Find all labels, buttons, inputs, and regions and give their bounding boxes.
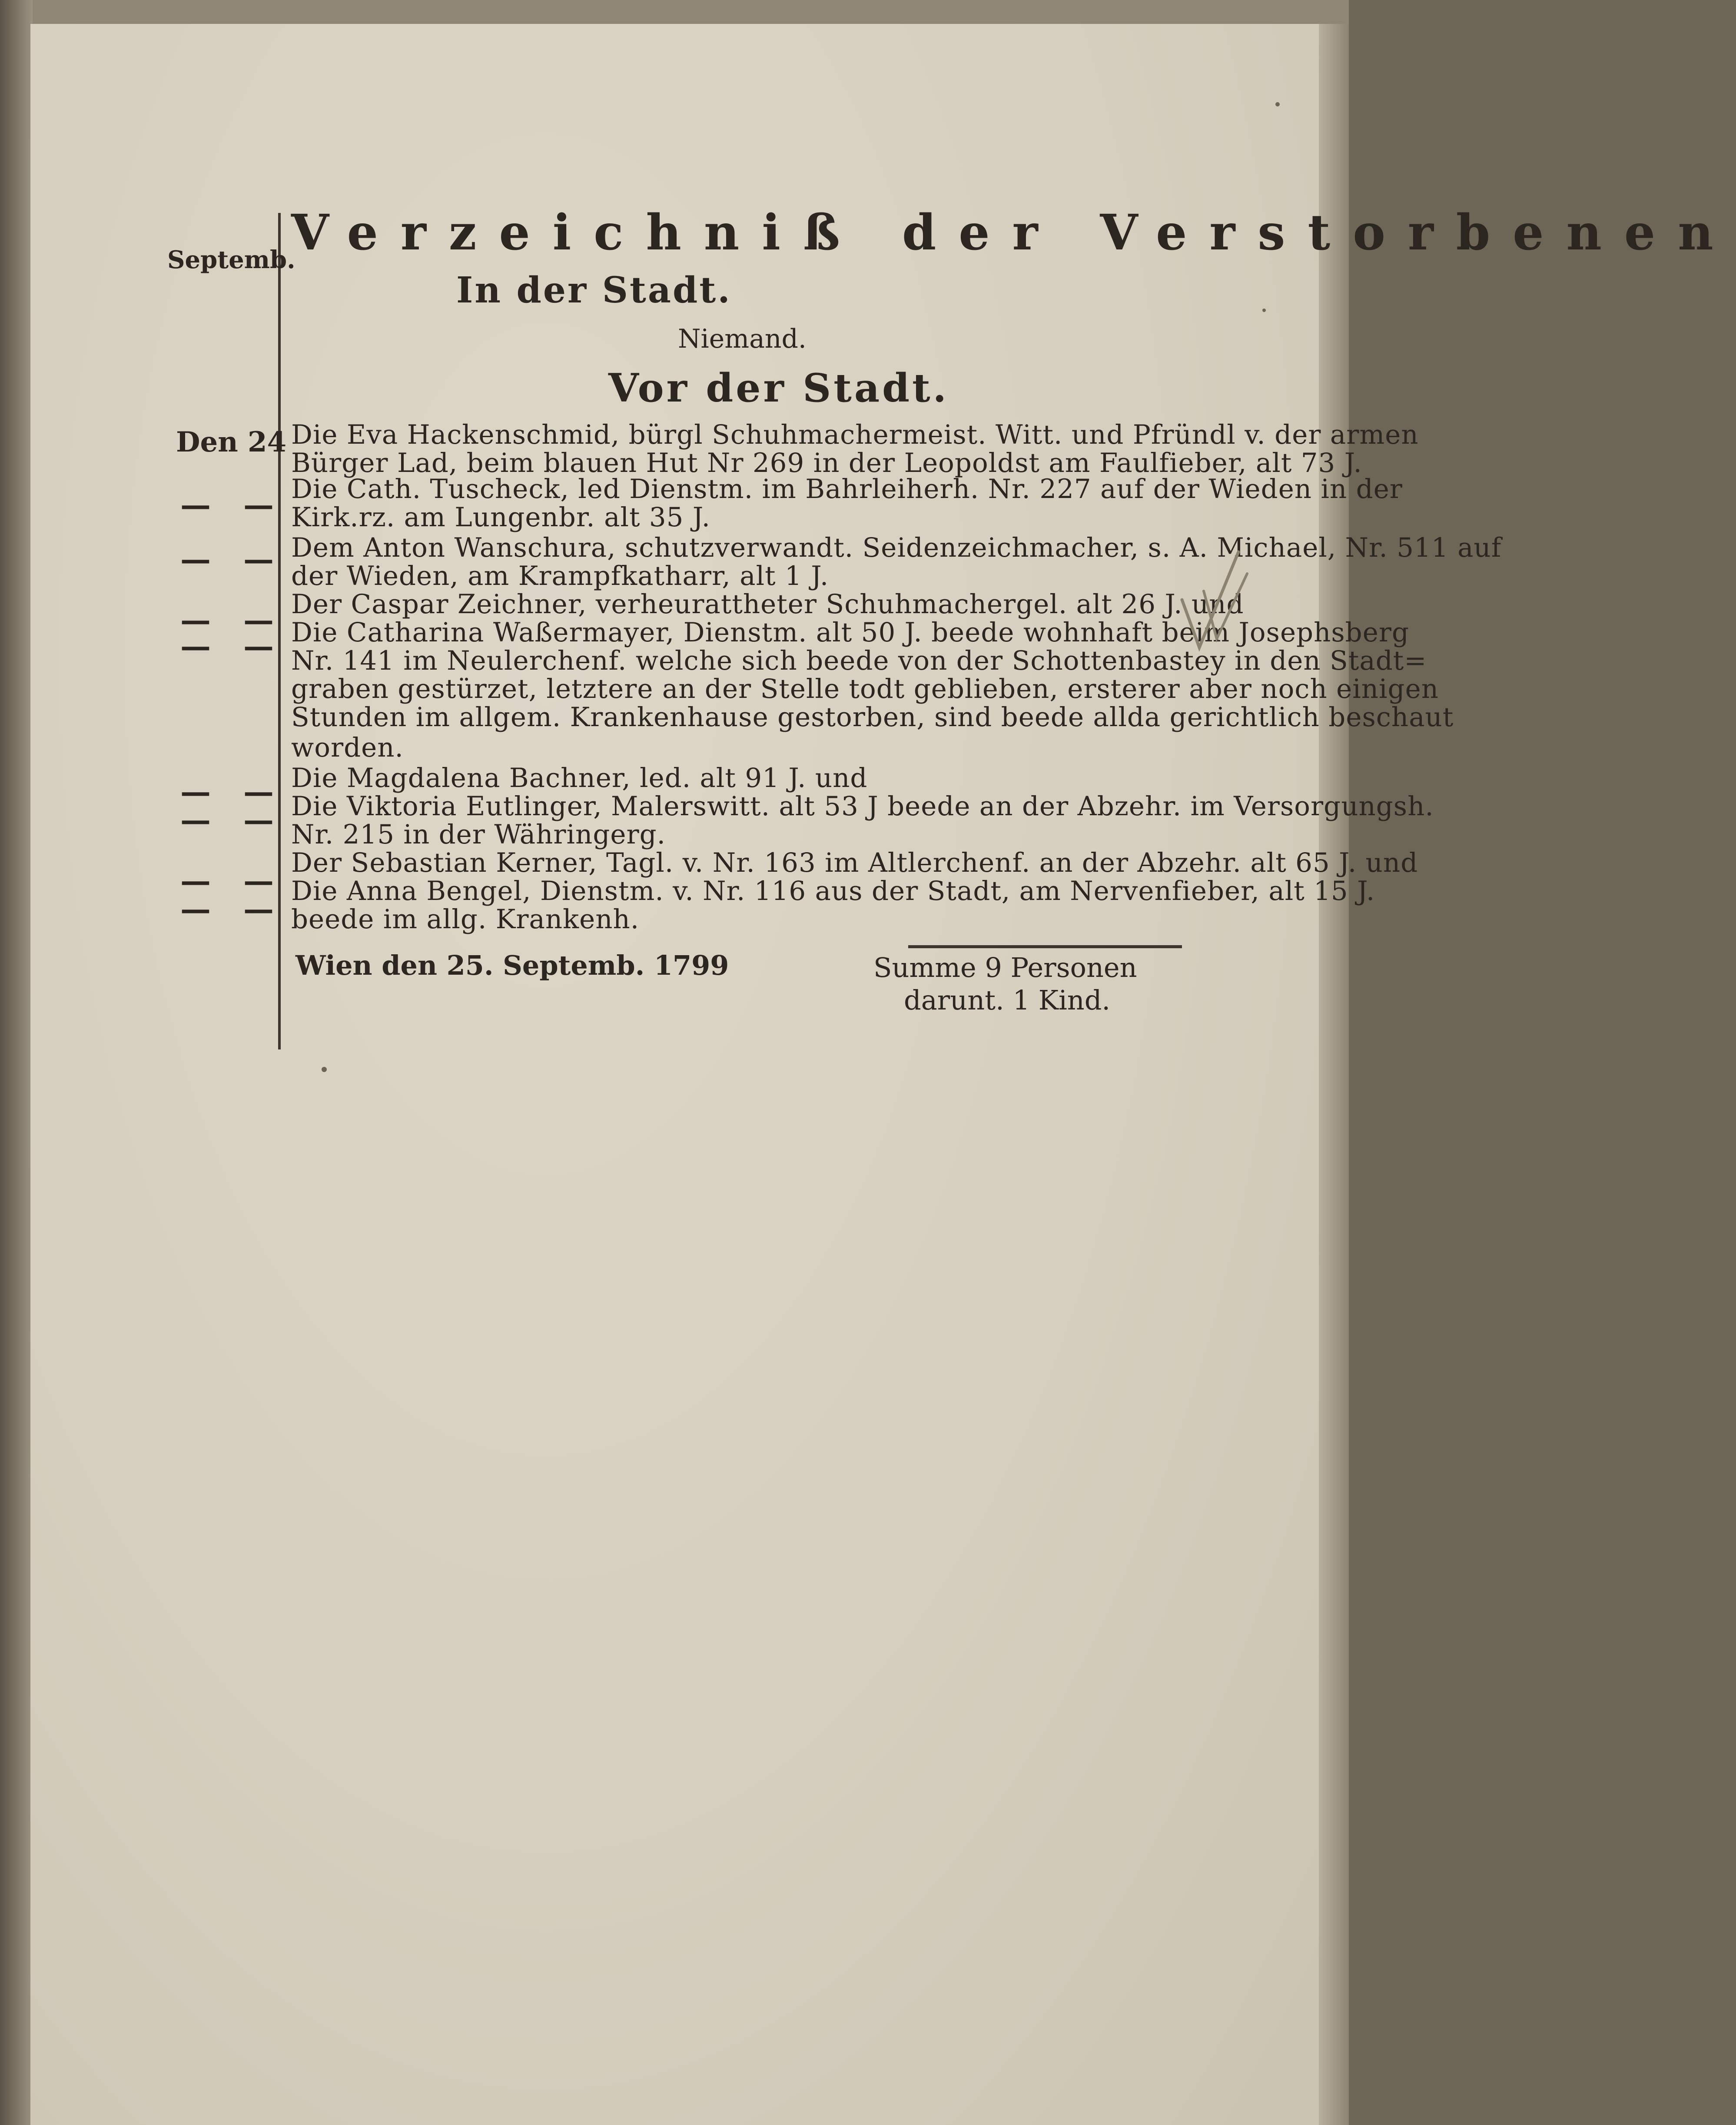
entry-line: Die Cath. Tuscheck, led Dienstm. im Bahrleiherh. Nr. 227 auf der Wieden in der [291,474,1403,505]
paper-sheet [30,24,1319,2125]
entry-line: Die Viktoria Eutlinger, Malerswitt. alt 53 J beede an der Abzehr. im Versorgungsh. [291,791,1434,822]
ditto-mark: — [180,802,211,838]
entry-line: Stunden im allgem. Krankenhause gestorben, sind beede allda gerichtlich beschaut [291,702,1454,733]
entry-line: Die Eva Hackenschmid, bürgl Schuhmachermeist. Witt. und Pfründl v. der armen [291,419,1419,450]
entry-line: Bürger Lad, beim blauen Hut Nr 269 in der Leopoldst am Faulfieber, alt 73 J. [291,448,1362,478]
entry-line: Die Magdalena Bachner, led. alt 91 J. und [291,763,868,794]
date-label: Den 24 [176,426,287,458]
section-city-heading: In der Stadt. [456,269,732,311]
month-label: Septemb. [167,246,295,274]
ditto-mark: — [243,774,274,810]
entry-line: Dem Anton Wanschura, schutzverwandt. Seidenzeichmacher, s. A. Michael, Nr. 511 auf [291,532,1502,563]
total-rule [908,945,1182,948]
ditto-mark: — [180,628,211,664]
page-title: Verzeichniß der Verstorbenen [291,204,1736,261]
section-city-entry: Niemand. [678,324,807,354]
total-children: darunt. 1 Kind. [904,984,1111,1016]
ditto-mark: — [180,774,211,810]
entry-line: Der Sebastian Kerner, Tagl. v. Nr. 163 im Altlerchenf. an der Abzehr. alt 65 J. und [291,847,1418,878]
total-persons: Summe 9 Personen [873,952,1137,983]
ditto-mark: — [243,863,274,899]
entry-line: Der Caspar Zeichner, verheurattheter Schuhmachergel. alt 26 J. und [291,589,1244,620]
ditto-mark: — [243,628,274,664]
ditto-mark: — [180,891,211,927]
ditto-mark: — [243,891,274,927]
entry-line: Kirk.rz. am Lungenbr. alt 35 J. [291,502,710,533]
pencil-mark-icon [1173,548,1251,652]
ditto-mark: — [180,487,211,523]
ditto-mark: — [180,602,211,638]
ditto-mark: — [243,802,274,838]
page-edge [1319,24,1349,2125]
entry-line: Die Anna Bengel, Dienstm. v. Nr. 116 aus der Stadt, am Nervenfieber, alt 15 J. [291,876,1375,906]
entry-line: der Wieden, am Krampfkatharr, alt 1 J. [291,561,829,591]
entry-line: Nr. 215 in der Währingerg. [291,819,666,850]
scan-top-band [0,0,1349,25]
paper-speck [1275,102,1280,106]
entry-line: beede im allg. Krankenh. [291,904,640,935]
ditto-mark: — [243,541,274,577]
section-suburbs-heading: Vor der Stadt. [608,365,949,411]
ditto-mark: — [180,863,211,899]
paper-speck [1262,309,1266,312]
place-date-line: Wien den 25. Septemb. 1799 [295,950,729,981]
entry-line: Die Catharina Waßermayer, Dienstm. alt 50 J. beede wohnhaft beim Josephsberg [291,617,1410,648]
ditto-mark: — [243,487,274,523]
entry-line: Nr. 141 im Neulerchenf. welche sich beede von der Schottenbastey in den Stadt= [291,645,1427,676]
ditto-mark: — [243,602,274,638]
ditto-mark: — [180,541,211,577]
entry-line: worden. [291,732,404,763]
margin-rule [278,213,281,1049]
paper-speck [322,1067,327,1072]
entry-line: graben gestürzet, letztere an der Stelle todt geblieben, ersterer aber noch einigen [291,674,1439,704]
binding-gutter [0,0,33,2125]
